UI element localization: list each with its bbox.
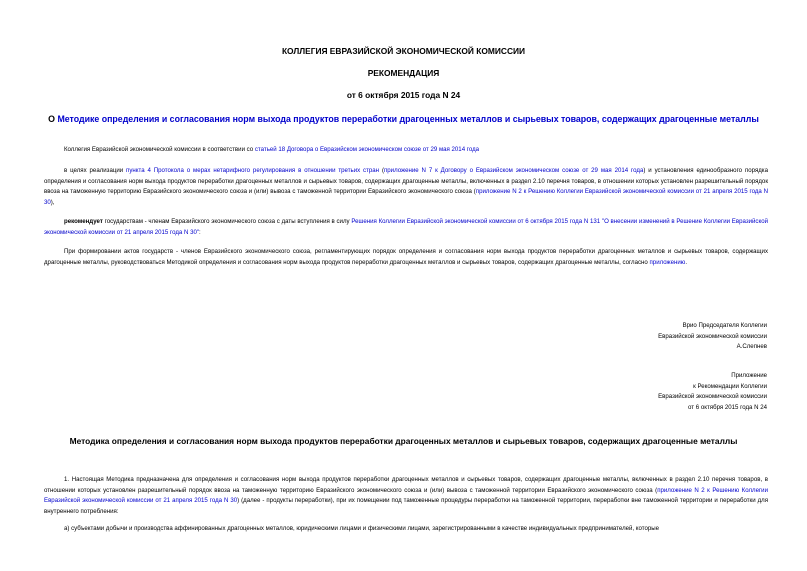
preamble-text: Коллегия Евразийской экономической комиссии в соответствии со <box>64 146 255 153</box>
treaty-article-link[interactable]: статьей 18 Договора о Евразийском экономическом союзе от 29 мая 2014 года <box>254 146 480 153</box>
purpose-text-1: в целях реализации <box>64 167 127 174</box>
appendix-link[interactable]: приложению <box>649 258 686 266</box>
instruction-text-2: . <box>685 258 688 266</box>
signature-line-1: Врио Председателя Коллегии <box>682 322 767 329</box>
recommends-text-1: государствам - членам Евразийского экономического союза с даты вступления в силу <box>102 218 352 225</box>
method-1-text-1: 1. Настоящая Методика предназначена для определения и согласования норм выхода продуктов переработки драгоценных металлов и сырьевых товаров, содержащих драгоценные металлы, включенных в раздел 2.10 перечня товаров, в отношении которых установлен разрешительный порядок ввоза на таможенную территорию Евразийского экономического союза и (или) вывоза с таможенной территории Евразийского экономического союза ( <box>44 476 768 494</box>
purpose-text-3: ) и установления единообразного порядка определения и согласования норм выхода продуктов переработки драгоценных металлов и сырьевых товаров, содержащих драгоценные металлы, включенных в раздел 2.10 перечня товаров, в отношении которых установлен разрешительный порядок ввоза на таможенную территорию Евразийского экономического союза и (или) вывоза с таможенной территории Евразийского экономического союза ( <box>44 167 768 195</box>
decision-30-annex-link[interactable]: приложение N 2 к Решению Коллегии Евразийской экономической комиссии от 21 апреля 2015 года N 30 <box>44 188 768 206</box>
purpose-text-4: ), <box>50 198 55 206</box>
recommends-text-2: : <box>199 228 201 236</box>
method-1-text-2: ) (далее - продукты переработки), при их помещении под таможенные процедуры переработки на таможенной территории, переработки вне таможенной территории и переработки для внутреннего потребления: <box>44 497 768 515</box>
purpose-text-2: ( <box>379 167 384 174</box>
appendix-line-3: Евразийской экономической комиссии <box>658 393 767 401</box>
appendix-reference-block <box>520 371 767 414</box>
signature-block <box>520 321 767 353</box>
paragraph-recommends <box>44 217 768 238</box>
issuer-heading: КОЛЛЕГИЯ ЕВРАЗИЙСКОЙ ЭКОНОМИЧЕСКОЙ КОМИССИИ <box>281 46 526 56</box>
title-prefix: О <box>48 114 58 124</box>
method-1a-text: а) субъектами добычи и производства аффинированных драгоценных металлов, юридическими лицами и физическими лицами, зарегистрированными в качестве индивидуальных предпринимателей, которые <box>64 525 660 532</box>
paragraph-purpose <box>44 166 768 208</box>
title-link[interactable]: Методике определения и согласования норм выхода продуктов переработки драгоценных металлов и сырьевых товаров, содержащих драгоценные металлы <box>57 114 759 124</box>
appendix-line-2: к Рекомендации Коллегии <box>693 382 767 390</box>
paragraph-instruction <box>44 247 768 268</box>
document-date-heading: от 6 октября 2015 года N 24 <box>346 90 461 100</box>
decision-131-link[interactable]: Решения Коллегии Евразийской экономической комиссии от 6 октября 2015 года N 131 "О внесении изменений в Решение Коллегии Евразийской экономической комиссии от 21 апреля 2015 года N 30" <box>44 218 768 236</box>
signature-name: А.Слепнев <box>736 343 767 351</box>
recommends-bold: рекомендует <box>64 218 103 225</box>
document-title <box>40 114 767 124</box>
paragraph-preamble <box>44 145 768 156</box>
paragraph-method-1 <box>44 475 768 517</box>
treaty-annex-link[interactable]: приложение N 7 к Договору о Евразийском экономическом союзе от 29 мая 2014 года <box>383 167 644 174</box>
method-title: Методика определения и согласования норм выхода продуктов переработки драгоценных металлов и сырьевых товаров, содержащих драгоценные металлы <box>69 436 738 446</box>
appendix-line-1: Приложение <box>731 372 767 379</box>
method-decision-30-link[interactable]: приложение N 2 к Решению Коллегии Евразийской экономической комиссии от 21 апреля 2015 года N 30 <box>44 486 768 504</box>
signature-line-2: Евразийской экономической комиссии <box>658 332 767 340</box>
paragraph-method-1a <box>44 524 768 535</box>
instruction-text-1: При формировании актов государств - членов Евразийского экономического союза, регламентирующих порядок определения и согласования норм выхода продуктов переработки драгоценных металлов и сырьевых товаров, содержащих драгоценные металлы, руководствоваться Методикой определения и согласования норм выхода продуктов переработки драгоценных металлов и сырьевых товаров, содержащих драгоценные металлы, согласно <box>44 248 768 266</box>
protocol-link[interactable]: пункта 4 Протокола о мерах нетарифного регулирования в отношении третьих стран <box>126 167 380 174</box>
document-type-heading: РЕКОМЕНДАЦИЯ <box>367 68 440 78</box>
appendix-line-4: от 6 октября 2015 года N 24 <box>688 404 767 412</box>
